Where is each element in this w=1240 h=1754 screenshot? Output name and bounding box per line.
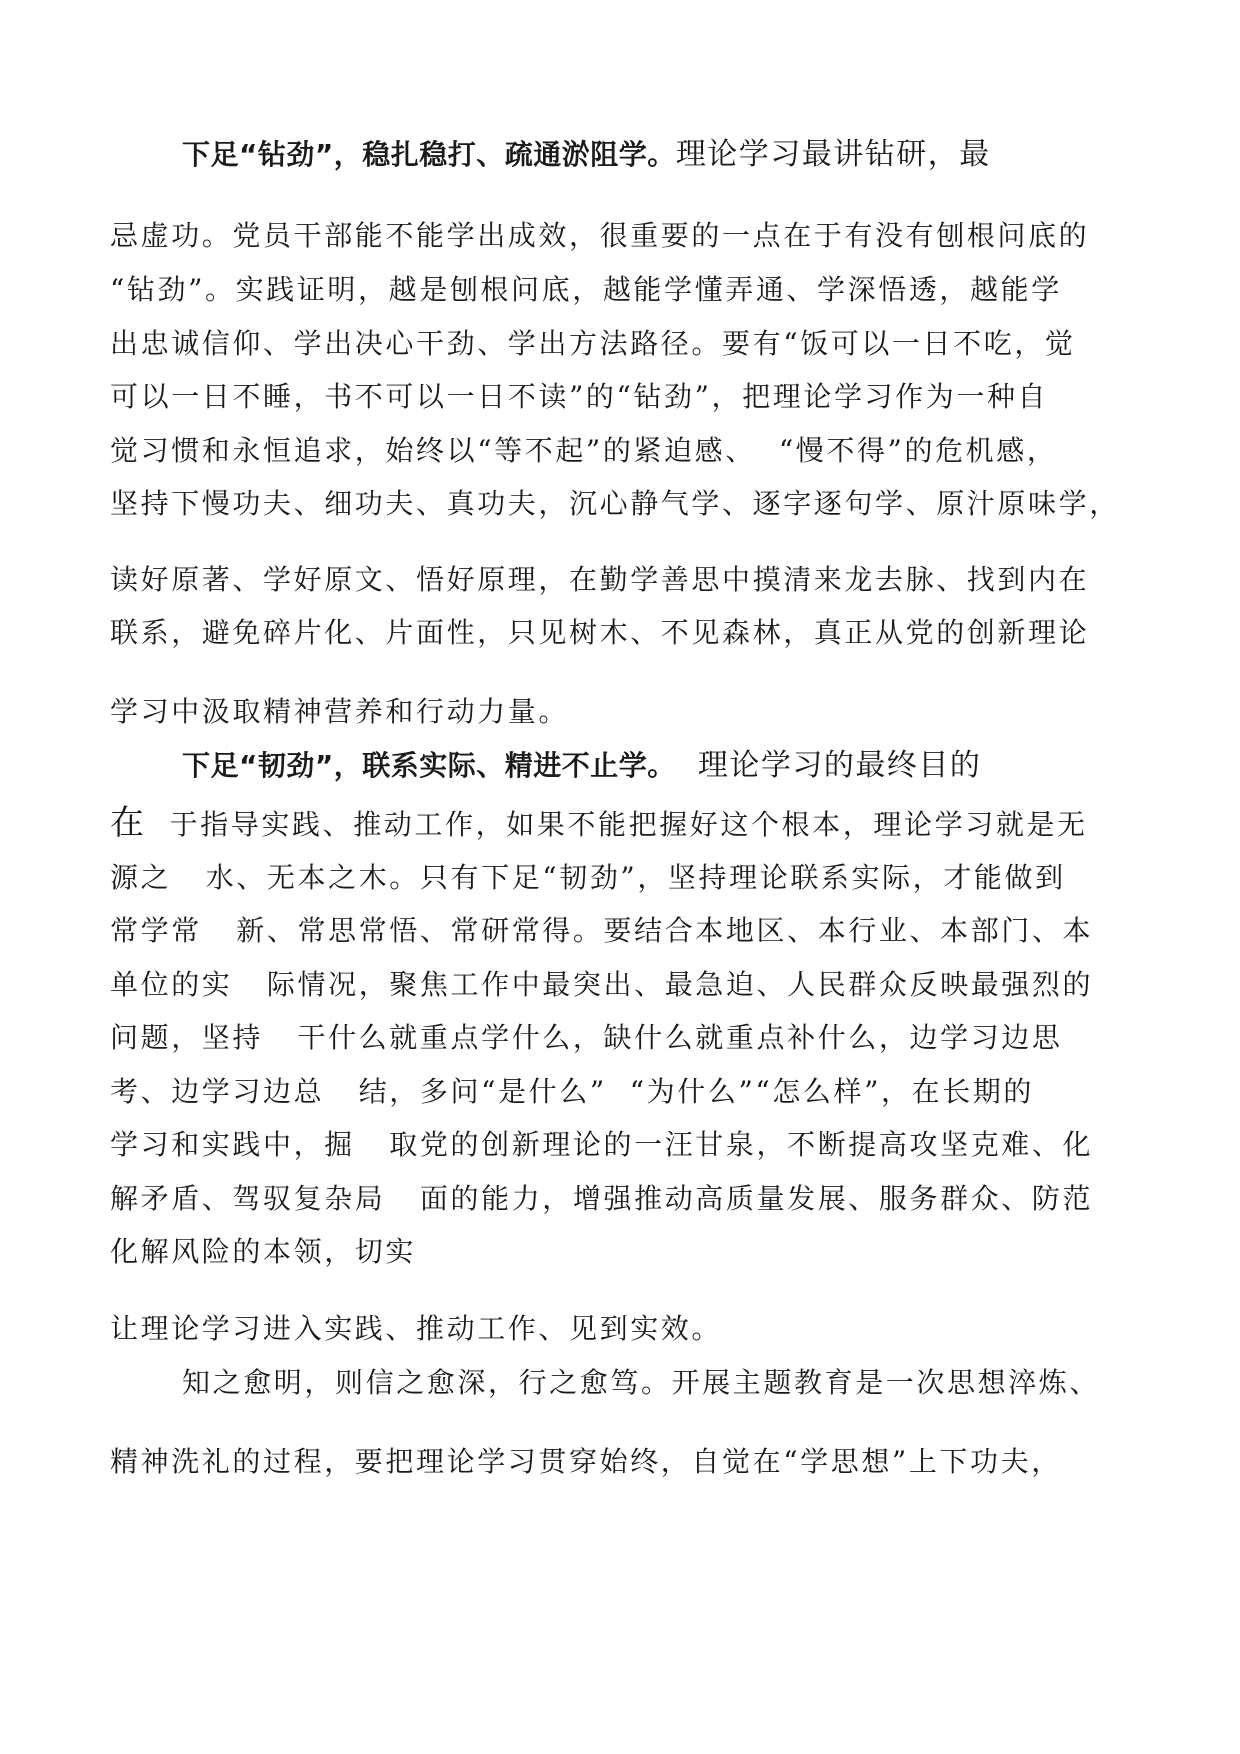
paragraph-line-rest: 于指导实践、推动工作，如果不能把握好这个根本，理论学习就是无 <box>146 808 1088 841</box>
section-2-heading: 下足“韧劲”，联系实际、精进不止学。 <box>182 749 676 782</box>
paragraph-line: 读好原著、学好原文、悟好原理，在勤学善思中摸清来龙去脉、找到内在 <box>110 563 1090 596</box>
section-2-lead: 理论学习的最终目的 <box>675 748 982 783</box>
paragraph-line <box>110 803 1088 843</box>
paragraph-line: 学习中汲取精神营养和行动力量。 <box>110 695 570 728</box>
paragraph-line: 出忠诚信仰、学出决心干劲、学出方法路径。要有“饭可以一日不吃，觉 <box>110 327 1076 360</box>
paragraph-line: 常学常 新、常思常悟、常研常得。要结合本地区、本行业、本部门、本 <box>110 914 1094 947</box>
paragraph-line: 让理论学习进入实践、推动工作、见到实效。 <box>110 1312 723 1345</box>
section-1-first-line <box>182 138 991 172</box>
paragraph-line: 精神洗礼的过程，要把理论学习贯穿始终，自觉在“学思想”上下功夫， <box>110 1445 1062 1478</box>
paragraph-line: 忌虚功。党员干部能不能学出成效，很重要的一点在于有没有刨根问底的 <box>110 219 1090 252</box>
paragraph-line: 坚持下慢功夫、细功夫、真功夫，沉心静气学、逐字逐句学、原汁原味学， <box>110 487 1120 520</box>
paragraph-line: 学习和实践中，掘 取党的创新理论的一汪甘泉，不断提高攻坚克难、化 <box>110 1128 1094 1161</box>
section-1-heading: 下足“钻劲”，稳扎稳打、疏通淤阻学。 <box>182 138 676 171</box>
paragraph-line: 联系，避免碎片化、片面性，只见树木、不见森林，真正从党的创新理论 <box>110 616 1090 649</box>
paragraph-line: 源之 水、无本之木。只有下足“韧劲”，坚持理论联系实际，才能做到 <box>110 861 1066 894</box>
section-2-first-line <box>182 749 981 783</box>
section-2-first-char: 在 <box>110 803 147 843</box>
paragraph-line: 单位的实 际情况，聚焦工作中最突出、最急迫、人民群众反映最强烈的 <box>110 968 1094 1001</box>
section-1-lead: 理论学习最讲钻研，最 <box>675 137 991 172</box>
paragraph-line: 觉习惯和永恒追求，始终以“等不起”的紧迫感、 “慢不得”的危机感， <box>110 434 1058 467</box>
paragraph-line: 问题，坚持 干什么就重点学什么，缺什么就重点补什么，边学习边思 <box>110 1021 1063 1054</box>
paragraph-line: 解矛盾、驾驭复杂局 面的能力，增强推动高质量发展、服务群众、防范 <box>110 1182 1094 1215</box>
paragraph-line: 化解风险的本领，切实 <box>110 1235 417 1268</box>
paragraph-line: 知之愈明，则信之愈深，行之愈笃。开展主题教育是一次思想淬炼、 <box>182 1366 1101 1399</box>
paragraph-line: 考、边学习边总 结，多问“是什么” “为什么”“怎么样”，在长期的 <box>110 1075 1034 1108</box>
paragraph-line: “钻劲”。实践证明，越是刨根问底，越能学懂弄通、学深悟透，越能学 <box>110 273 1062 306</box>
paragraph-line: 可以一日不睡，书不可以一日不读”的“钻劲”，把理论学习作为一种自 <box>110 380 1049 413</box>
